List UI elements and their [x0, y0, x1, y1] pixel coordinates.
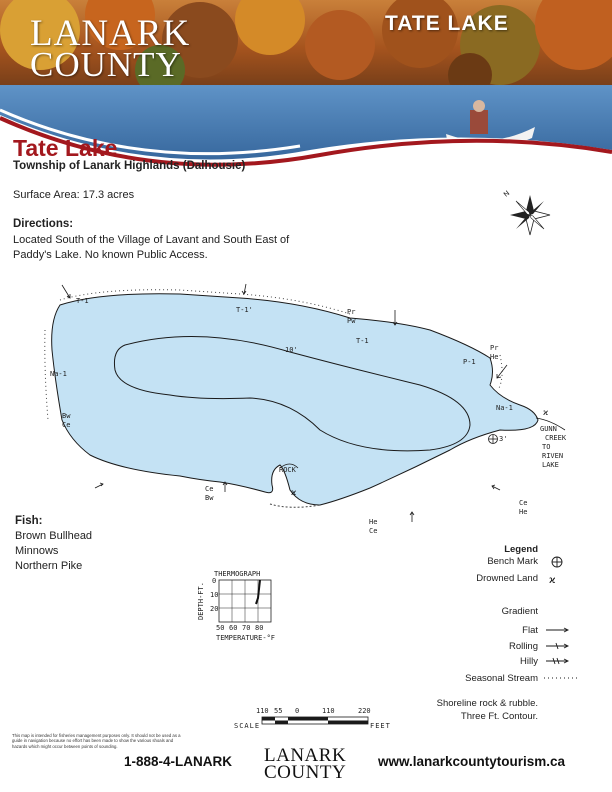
fish-item: Northern Pike	[15, 560, 83, 572]
directions-heading: Directions:	[13, 218, 74, 230]
map-label: T-1'	[236, 306, 253, 314]
scale-units: FEET	[370, 722, 391, 730]
legend-bench-mark-icon	[552, 557, 562, 567]
map-label: T-1	[76, 297, 89, 305]
map-label: Bw	[62, 412, 71, 420]
x-axis-label: TEMPERATURE-°F	[216, 634, 276, 642]
legend-drowned-land-icon: ϰ	[549, 575, 556, 586]
y-tick: 20	[210, 605, 219, 613]
brand-line1: LANARK	[30, 13, 191, 54]
map-label: Pw	[347, 317, 356, 325]
map-label: Pr	[347, 308, 356, 316]
fish-item: Brown Bullhead	[15, 530, 93, 542]
map-label: He	[519, 508, 528, 516]
y-tick: 0	[212, 577, 217, 585]
footer-logo-line1: LANARK	[264, 745, 347, 766]
fish-item: Minnows	[15, 545, 59, 557]
legend-hilly: Hilly	[520, 656, 538, 667]
scale-label: 55	[274, 707, 283, 715]
phone-number[interactable]: 1-888-4-LANARK	[124, 754, 233, 769]
rock-label: ROCK	[279, 466, 296, 474]
x-tick: 60	[229, 624, 238, 632]
legend-shoreline: Shoreline rock & rubble.	[436, 698, 538, 709]
x-tick: 50	[216, 624, 225, 632]
scale-label: 0	[295, 707, 300, 715]
creek-label: TO	[542, 443, 551, 451]
contour-label: 10'	[285, 346, 298, 354]
scale-label: 220	[358, 707, 371, 715]
y-tick: 10	[210, 591, 219, 599]
map-label: Bw	[205, 494, 214, 502]
x-tick: 70	[242, 624, 251, 632]
map-label: T-1	[356, 337, 369, 345]
legend-flat-arrow-icon	[546, 628, 568, 632]
disclaimer: This map is intended for fisheries management purposes only. It should not be used as a guide in navigation because no effort has been made to show the various shoals and hazards which might occur between points of sounding.	[12, 733, 181, 749]
directions-text: Located South of the Village of Lavant and South East of Paddy's Lake. No known Public Access.	[13, 234, 290, 261]
map-label: He	[369, 518, 378, 526]
map-label: Na-1	[50, 370, 67, 378]
legend-contour: Three Ft. Contour.	[460, 711, 538, 722]
legend-seasonal-stream: Seasonal Stream	[465, 673, 538, 684]
depth-label: 3'	[499, 435, 508, 443]
scale-bar	[262, 717, 368, 724]
map-label: P-1	[463, 358, 476, 366]
map-label: Ce	[519, 499, 528, 507]
legend-title: Legend	[504, 544, 538, 555]
svg-text:N: N	[502, 189, 512, 199]
lake-title: Tate Lake	[13, 135, 118, 161]
map-label: Pr	[490, 344, 499, 352]
x-tick: 80	[255, 624, 264, 632]
creek-label: CREEK	[545, 434, 567, 442]
map-label: Ce	[62, 421, 71, 429]
scale-label: 110	[256, 707, 269, 715]
surface-area: Surface Area: 17.3 acres	[13, 189, 135, 201]
footer-logo	[264, 747, 346, 781]
creek-label: RIVEN	[542, 452, 564, 460]
drowned-land-icon: ϰ	[291, 488, 297, 497]
footer-logo-line2: COUNTY	[264, 762, 347, 783]
creek-label: GUNN	[540, 425, 557, 433]
map-label: Ce	[205, 485, 214, 493]
legend-flat: Flat	[522, 625, 538, 636]
creek-label: LAKE	[542, 461, 559, 469]
map-label: He	[490, 353, 499, 361]
township: Township of Lanark Highlands (Dalhousie)	[13, 160, 246, 172]
legend-drowned-land: Drowned Land	[476, 573, 538, 584]
map-label: Ce	[369, 527, 378, 535]
legend-rolling: Rolling	[508, 641, 538, 652]
scale-title: SCALE	[234, 722, 261, 730]
legend-rolling-arrow-icon	[546, 643, 568, 649]
drowned-land-icon: ϰ	[543, 408, 549, 417]
website-link[interactable]: www.lanarkcountytourism.ca	[378, 754, 566, 769]
legend-gradient: Gradient	[501, 606, 538, 617]
bench-mark-icon	[489, 435, 498, 444]
legend-bench-mark: Bench Mark	[487, 556, 538, 567]
scale-label: 110	[322, 707, 335, 715]
thermograph-title: THERMOGRAPH	[214, 570, 261, 578]
header-title: TATE LAKE	[385, 12, 509, 35]
y-axis-label: DEPTH-FT.	[197, 582, 205, 620]
legend-hilly-arrow-icon	[546, 658, 568, 664]
compass-rose-icon	[503, 190, 550, 235]
map-label: Na-1	[496, 404, 513, 412]
thermograph-chart	[197, 570, 275, 642]
brand-line2: COUNTY	[30, 45, 182, 84]
fish-heading: Fish:	[15, 515, 43, 527]
